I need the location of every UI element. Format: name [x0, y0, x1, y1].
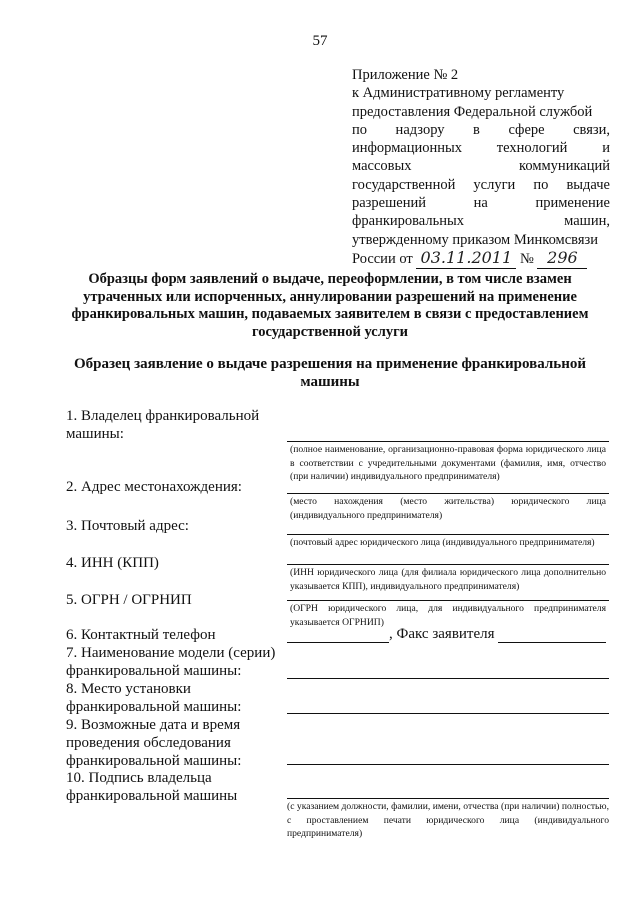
appendix-block	[352, 66, 610, 269]
field-address-label: 2. Адрес местонахождения:	[66, 479, 242, 495]
phone-input-line[interactable]	[287, 628, 389, 643]
field-postal-line[interactable]	[287, 534, 609, 535]
fax-input-line[interactable]	[498, 628, 606, 643]
order-number-label: №	[519, 250, 534, 267]
page-number: 57	[312, 33, 328, 49]
field-ogrn-line[interactable]	[287, 600, 609, 601]
field-inspection-label-1: 9. Возможные дата и время	[66, 717, 241, 733]
appendix-order-line	[352, 249, 610, 269]
field-address-line[interactable]	[287, 493, 609, 494]
fax-label: , Факс заявителя	[389, 626, 495, 642]
field-signature-label-1: 10. Подпись владельца	[66, 770, 212, 786]
order-number-field	[537, 249, 587, 269]
appendix-line: франкировальных машин,	[352, 213, 610, 230]
field-signature-hint: (с указанием должности, фамилии, имени, отчества (при наличии) полностью, с проставлением печати юридического лица (индивидуального предпринимателя)	[287, 801, 609, 839]
field-owner-hint: (полное наименование, организационно-правовая форма юридического лица в соответствии с учредительными документами (фамилия, имя, отчество (при наличии) индивидуального предпринимателя)	[290, 444, 606, 482]
phone-fax-row	[287, 626, 612, 643]
field-owner-line[interactable]	[287, 441, 609, 442]
appendix-line: по надзору в сфере связи,	[352, 121, 610, 138]
field-inspection-line[interactable]	[287, 764, 609, 765]
field-ogrn-label: 5. ОГРН / ОГРНИП	[66, 592, 192, 608]
field-postal-label: 3. Почтовый адрес:	[66, 518, 189, 534]
appendix-line: предоставления Федеральной службой	[352, 103, 593, 120]
field-location-line[interactable]	[287, 713, 609, 714]
handwritten-date: 03.11.2011	[420, 247, 513, 267]
field-inspection-label-2: проведения обследования	[66, 735, 231, 751]
field-location-label-1: 8. Место установки	[66, 681, 191, 697]
field-address-hint: (место нахождения (место жительства) юридического лица (индивидуального предпринимателя)	[290, 496, 606, 521]
field-postal-hint: (почтовый адрес юридического лица (индивидуального предпринимателя)	[290, 537, 595, 548]
field-owner-label: 1. Владелец франкировальной машины:	[66, 408, 260, 442]
appendix-line: информационных технологий и	[352, 140, 610, 157]
handwritten-number: 296	[547, 247, 578, 267]
field-location-label-2: франкировальной машины:	[66, 699, 242, 715]
appendix-line: массовых коммуникаций	[352, 158, 610, 175]
russia-from-label: России от	[352, 250, 413, 267]
field-model-line[interactable]	[287, 678, 609, 679]
appendix-line: к Административному регламенту	[352, 85, 565, 102]
order-date-field	[416, 249, 516, 269]
field-inn-label: 4. ИНН (КПП)	[66, 555, 159, 571]
field-model-label-1: 7. Наименование модели (серии)	[66, 645, 276, 661]
field-inspection-label-3: франкировальной машины:	[66, 753, 242, 769]
appendix-line: государственной услуги по выдаче	[352, 176, 610, 193]
section-heading: Образцы форм заявлений о выдаче, переоформлении, в том числе взамен утраченных или испорченных, аннулировании разрешений на применение франкировальных машин, подаваемых заявителем в связи с предоставлением государственной услуги	[71, 271, 589, 340]
appendix-line: разрешений на применение	[352, 195, 610, 212]
appendix-line: утвержденному приказом Минкомсвязи	[352, 231, 598, 248]
form-title: Образец заявление о выдаче разрешения на применение франкировальной машины	[73, 356, 587, 390]
field-model-label-2: франкировальной машины:	[66, 663, 242, 679]
field-inn-hint: (ИНН юридического лица (для филиала юридического лица дополнительно указывается КПП), индивидуального предпринимателя)	[290, 567, 606, 592]
field-signature-line[interactable]	[287, 798, 609, 799]
field-ogrn-hint: (ОГРН юридического лица, для индивидуального предпринимателя указывается ОГРНИП)	[290, 603, 606, 628]
field-signature-label-2: франкировальной машины	[66, 788, 238, 804]
appendix-title: Приложение № 2	[352, 67, 459, 83]
field-phone-label: 6. Контактный телефон	[66, 627, 216, 643]
field-inn-line[interactable]	[287, 564, 609, 565]
